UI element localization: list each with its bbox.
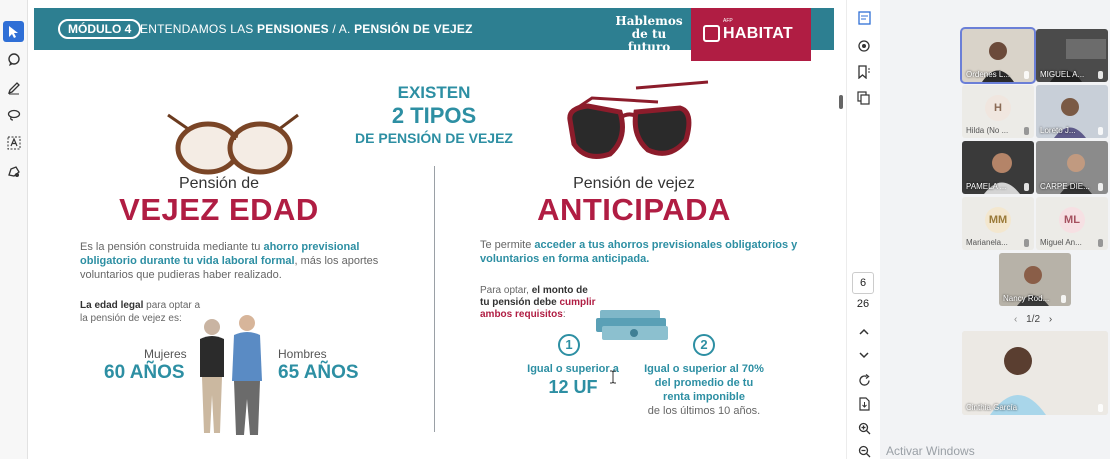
participant-name: Marianela... xyxy=(966,238,1008,247)
participant-name: MIGUEL A... xyxy=(1040,70,1085,79)
mic-muted-icon xyxy=(1061,295,1066,303)
participant-name: Loreto J... xyxy=(1040,126,1076,135)
participant-name: CARPE DIE... xyxy=(1040,182,1090,191)
pager-prev-icon[interactable]: ‹ xyxy=(1014,314,1018,325)
participant-name: Miguel An... xyxy=(1040,238,1082,247)
requirement-1-text: Igual o superior a xyxy=(527,363,619,375)
vejez-edad-desc-1: Es la pensión construida mediante tu xyxy=(80,241,264,253)
vejez-edad-desc-2: , más los aportes voluntarios que pudieras haber realizado. xyxy=(80,255,379,281)
brand-tagline-line-1: Hablemos xyxy=(615,14,683,28)
requirements-intro-1: Para optar, xyxy=(480,285,532,296)
requirement-2 xyxy=(642,362,766,418)
mic-muted-icon xyxy=(1024,71,1029,79)
presentation-slide xyxy=(34,8,834,455)
requirements-intro-bold: el monto de tu pensión debe xyxy=(480,285,588,308)
search-doc-icon[interactable] xyxy=(853,36,875,56)
slide-scrollbar[interactable] xyxy=(839,95,843,109)
comment-icon[interactable] xyxy=(3,49,24,70)
total-pages: 26 xyxy=(856,298,870,310)
women-label: Mujeres xyxy=(144,347,187,361)
participants-pager xyxy=(1014,314,1052,325)
requirement-1-number: 1 xyxy=(558,334,580,356)
mic-muted-icon xyxy=(1024,239,1029,247)
select-cursor-icon[interactable] xyxy=(3,21,24,42)
requirement-2-text: Igual o superior al 70% del promedio de tu renta imponible xyxy=(644,363,764,403)
participant-tile[interactable] xyxy=(999,253,1071,306)
stamp-icon[interactable] xyxy=(3,160,24,181)
anticipada-desc-highlight: acceder a tus ahorros previsionales obligatorios y voluntarios en forma anticipada. xyxy=(480,239,798,265)
speaker-tile[interactable] xyxy=(962,331,1108,415)
vejez-edad-title: VEJEZ EDAD xyxy=(119,192,319,227)
requirements-intro xyxy=(480,285,600,321)
mic-muted-icon xyxy=(1098,183,1103,191)
notes-icon[interactable] xyxy=(853,8,875,28)
mic-muted-icon xyxy=(1098,71,1103,79)
men-label: Hombres xyxy=(278,347,327,361)
mic-muted-icon xyxy=(1098,239,1103,247)
mic-muted-icon xyxy=(1098,404,1103,412)
requirements-intro-2: : xyxy=(562,309,566,320)
breadcrumb-tail: PENSIÓN DE VEJEZ xyxy=(354,22,473,36)
mic-muted-icon xyxy=(1024,183,1029,191)
participant-name: Hilda (No ... xyxy=(966,126,1009,135)
mic-muted-icon xyxy=(1098,127,1103,135)
rotate-icon[interactable] xyxy=(853,370,875,390)
habitat-logo xyxy=(691,8,811,61)
anticipada-desc-1: Te permite xyxy=(480,239,535,251)
pen-icon[interactable] xyxy=(3,77,24,98)
habitat-logo-icon xyxy=(703,25,720,42)
participant-tile[interactable] xyxy=(962,29,1034,82)
download-icon[interactable] xyxy=(853,394,875,414)
chevron-down-icon[interactable] xyxy=(853,345,875,365)
viewer-side-toolbar xyxy=(846,0,880,459)
red-sunglasses-image xyxy=(562,78,712,178)
participant-tile[interactable] xyxy=(1036,197,1108,250)
pager-next-icon[interactable]: › xyxy=(1048,314,1053,325)
legal-age-bold: La edad legal xyxy=(80,300,144,311)
breadcrumb-sep: / A. xyxy=(328,22,355,36)
participant-tile[interactable] xyxy=(1036,85,1108,138)
participant-tile[interactable] xyxy=(962,85,1034,138)
requirements-intro-red: cumplir ambos requisitos xyxy=(480,297,596,320)
center-title-line-2: 2 TIPOS xyxy=(391,103,477,128)
legal-age-rest: para optar a la pensión de vejez es: xyxy=(80,300,201,324)
participant-avatar: MM xyxy=(985,207,1011,233)
center-title-line-3: DE PENSIÓN DE VEJEZ xyxy=(355,130,513,146)
participant-name: Ordenes L... xyxy=(966,70,1011,79)
requirement-1-value: 12 UF xyxy=(548,377,598,397)
requirement-2-number: 2 xyxy=(693,334,715,356)
bookmark-icon[interactable] xyxy=(853,62,875,82)
anticipada-description xyxy=(480,238,800,266)
participant-tile[interactable] xyxy=(1036,29,1108,82)
participant-avatar: ML xyxy=(1059,207,1085,233)
lasso-icon[interactable] xyxy=(3,104,24,125)
elderly-couple-image xyxy=(192,315,272,441)
participant-name: PAMELA ... xyxy=(966,182,1007,191)
zoom-in-icon[interactable] xyxy=(853,418,875,438)
vejez-edad-subtitle: Pensión de xyxy=(178,175,260,192)
participant-avatar: H xyxy=(985,95,1011,121)
zoom-out-icon[interactable] xyxy=(853,441,875,459)
participant-tile[interactable] xyxy=(1036,141,1108,194)
chevron-up-icon[interactable] xyxy=(853,322,875,342)
requirement-2-period: de los últimos 10 años. xyxy=(647,405,761,417)
pager-label: 1/2 xyxy=(1026,314,1041,325)
money-bills-image xyxy=(594,308,674,342)
center-title-line-1: EXISTEN xyxy=(397,83,471,102)
habitat-afp-label: AFP xyxy=(723,18,733,24)
current-page-input[interactable]: 6 xyxy=(852,272,874,294)
text-box-icon[interactable] xyxy=(3,132,24,153)
brand-tagline-line-2: de tu futuro xyxy=(627,27,671,54)
speaker-name: Cinthia García xyxy=(966,403,1018,412)
anticipada-subtitle: Pensión de vejez xyxy=(573,175,695,192)
module-badge: MÓDULO 4 xyxy=(58,19,141,39)
annotation-toolbar xyxy=(0,0,28,459)
column-divider xyxy=(434,166,435,432)
tortoise-glasses-image xyxy=(164,103,304,175)
copy-pages-icon[interactable] xyxy=(853,88,875,108)
women-age: 60 AÑOS xyxy=(104,362,185,383)
participants-panel xyxy=(880,0,1110,459)
legal-age-text xyxy=(80,299,210,325)
mic-muted-icon xyxy=(1024,127,1029,135)
anticipada-title: ANTICIPADA xyxy=(537,192,731,227)
participant-name: Nancy Rod... xyxy=(1003,294,1050,303)
men-age: 65 AÑOS xyxy=(278,362,359,383)
vejez-edad-desc-highlight: ahorro previsional obligatorio durante tu vida laboral formal xyxy=(80,241,360,267)
center-title xyxy=(334,84,534,145)
brand-tagline xyxy=(609,15,689,54)
slide-breadcrumb xyxy=(140,22,473,36)
breadcrumb-pre: ENTENDAMOS LAS xyxy=(140,22,258,36)
text-cursor-icon xyxy=(609,370,617,384)
vejez-edad-description xyxy=(80,240,380,282)
participant-tile[interactable] xyxy=(962,197,1034,250)
windows-activation-watermark: Activar Windows xyxy=(886,444,975,458)
breadcrumb-bold: PENSIONES xyxy=(257,22,329,36)
habitat-brand-name: HABITAT xyxy=(723,25,793,42)
participant-tile[interactable] xyxy=(962,141,1034,194)
